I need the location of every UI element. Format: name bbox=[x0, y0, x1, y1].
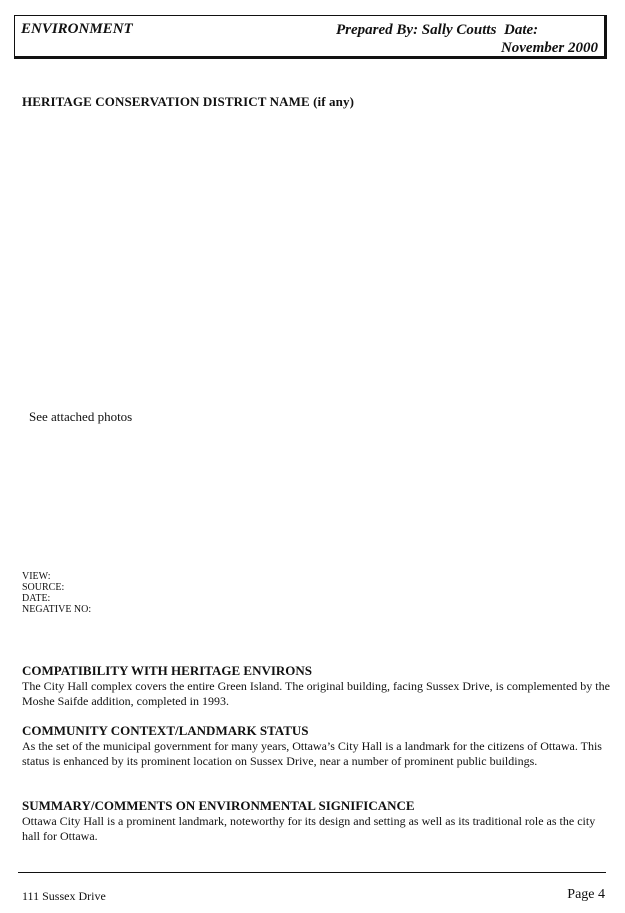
negative-label: NEGATIVE NO: bbox=[22, 604, 92, 615]
compatibility-heading: COMPATIBILITY WITH HERITAGE ENVIRONS bbox=[22, 663, 313, 678]
community-heading: COMMUNITY CONTEXT/LANDMARK STATUS bbox=[22, 723, 309, 738]
footer-divider bbox=[18, 872, 606, 873]
compatibility-body: The City Hall complex covers the entire Green Island. The original building, facing Sussex Drive, is complemented by the Moshe Saifde addition, completed in 1993. bbox=[22, 679, 610, 708]
summary-heading: SUMMARY/COMMENTS ON ENVIRONMENTAL SIGNIFICANCE bbox=[22, 798, 415, 813]
compatibility-section bbox=[22, 663, 610, 709]
district-name-heading: HERITAGE CONSERVATION DISTRICT NAME (if any) bbox=[22, 94, 355, 109]
source-label: SOURCE: bbox=[22, 582, 65, 593]
page-number: Page 4 bbox=[567, 887, 605, 902]
summary-body: Ottawa City Hall is a prominent landmark, noteworthy for its design and setting as well as its traditional role as the city hall for Ottawa. bbox=[22, 814, 596, 843]
header-box bbox=[14, 15, 607, 59]
prepared-by: Prepared By: Sally Coutts bbox=[336, 22, 497, 38]
footer-address: 111 Sussex Drive bbox=[22, 889, 106, 903]
date-label-meta: DATE: bbox=[22, 593, 51, 604]
view-label: VIEW: bbox=[22, 571, 51, 582]
photos-note: See attached photos bbox=[29, 409, 133, 424]
date-label: Date: bbox=[504, 22, 539, 38]
section-name: ENVIRONMENT bbox=[21, 21, 133, 37]
community-section bbox=[22, 723, 610, 769]
summary-section bbox=[22, 798, 610, 844]
photo-metadata bbox=[22, 571, 91, 615]
date-value: November 2000 bbox=[500, 40, 598, 56]
community-body: As the set of the municipal government for many years, Ottawa’s City Hall is a landmark for the citizens of Ottawa. This status is enhanced by its prominent location on Sussex Drive, near a number of prominent public buildings. bbox=[22, 739, 602, 768]
